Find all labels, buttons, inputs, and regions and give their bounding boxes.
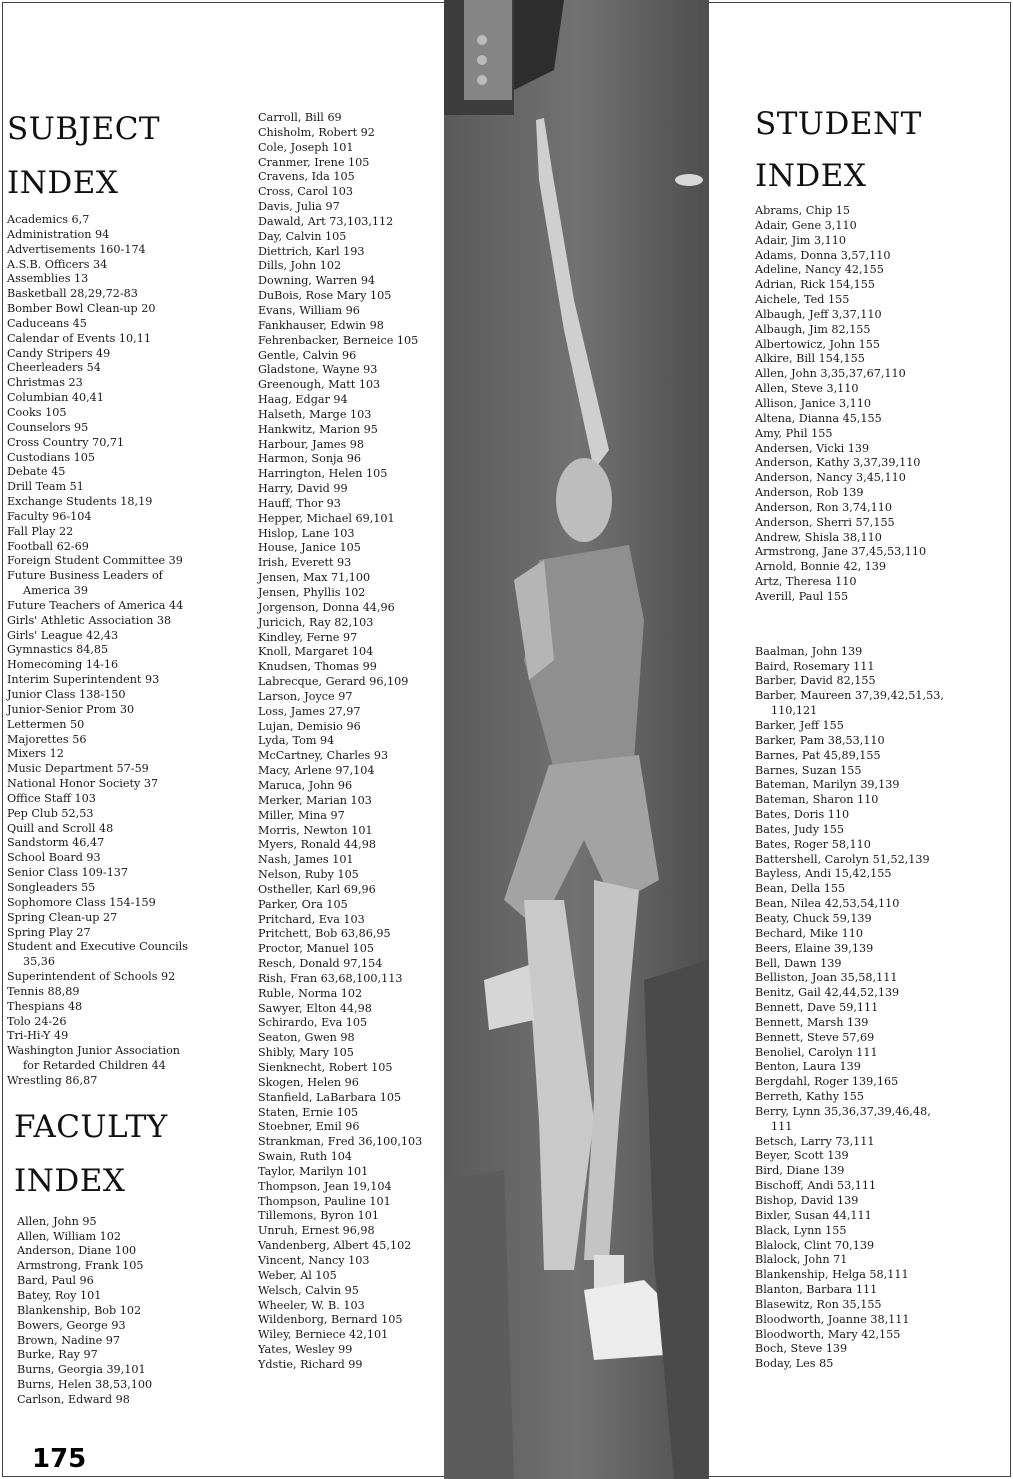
index-entry: Bean, Della 155 bbox=[755, 882, 846, 896]
index-entry: Albaugh, Jeff 3,37,110 bbox=[755, 307, 882, 321]
index-entry: Wrestling 86,87 bbox=[7, 1073, 98, 1087]
index-entry: Armstrong, Frank 105 bbox=[17, 1259, 144, 1273]
index-entry: Adair, Jim 3,110 bbox=[755, 233, 846, 247]
index-entry: Labrecque, Gerard 96,109 bbox=[258, 675, 409, 689]
index-entry: Pep Club 52,53 bbox=[7, 806, 94, 820]
index-entry: Counselors 95 bbox=[7, 420, 89, 434]
index-entry: House, Janice 105 bbox=[258, 541, 361, 555]
index-entry: Batey, Roy 101 bbox=[17, 1289, 102, 1302]
index-entry: Armstrong, Jane 37,45,53,110 bbox=[755, 545, 927, 559]
index-entry: Resch, Donald 97,154 bbox=[258, 957, 383, 971]
faculty-index-title-line1: FACULTY bbox=[14, 1108, 168, 1145]
index-entry: Strankman, Fred 36,100,103 bbox=[258, 1135, 423, 1149]
index-entry: Bayless, Andi 15,42,155 bbox=[755, 867, 892, 881]
index-entry: Bell, Dawn 139 bbox=[755, 956, 842, 970]
index-entry: Cranmer, Irene 105 bbox=[258, 155, 370, 169]
student-index-title-line2: INDEX bbox=[755, 158, 867, 194]
index-entry: Junior-Senior Prom 30 bbox=[7, 702, 135, 716]
index-entry: Welsch, Calvin 95 bbox=[258, 1283, 359, 1297]
index-entry: Junior Class 138-150 bbox=[7, 688, 126, 701]
index-entry: Ruble, Norma 102 bbox=[258, 986, 363, 1000]
index-entry: Baalman, John 139 bbox=[755, 644, 863, 658]
index-entry: Hauff, Thor 93 bbox=[258, 496, 341, 510]
index-entry: Jorgenson, Donna 44,96 bbox=[258, 600, 395, 614]
index-entry: Quill and Scroll 48 bbox=[7, 821, 114, 835]
index-entry: Gladstone, Wayne 93 bbox=[258, 363, 378, 377]
index-entry: Diettrich, Karl 193 bbox=[258, 244, 365, 258]
index-entry: A.S.B. Officers 34 bbox=[7, 257, 108, 271]
index-entry: Thespians 48 bbox=[7, 999, 83, 1013]
faculty-index-continued-column bbox=[258, 111, 422, 1373]
index-entry: National Honor Society 37 bbox=[7, 777, 159, 791]
index-entry: Debate 45 bbox=[7, 465, 66, 479]
index-entry: Adrian, Rick 154,155 bbox=[755, 278, 876, 292]
index-entry: Office Staff 103 bbox=[7, 791, 96, 805]
index-entry: Benitz, Gail 42,44,52,139 bbox=[755, 986, 900, 1000]
index-entry: Ostheller, Karl 69,96 bbox=[258, 882, 376, 896]
index-entry: Allen, John 3,35,37,67,110 bbox=[755, 367, 906, 381]
index-entry: Greenough, Matt 103 bbox=[258, 378, 381, 392]
index-entry: Anderson, Ron 3,74,110 bbox=[755, 500, 892, 514]
index-entry: Foreign Student Committee 39 bbox=[7, 554, 183, 568]
index-entry: Allen, Steve 3,110 bbox=[755, 382, 859, 396]
index-entry: Beaty, Chuck 59,139 bbox=[755, 911, 872, 925]
index-entry: Morris, Newton 101 bbox=[258, 823, 373, 837]
index-entry: Caduceans 45 bbox=[7, 316, 87, 330]
index-entry: Hepper, Michael 69,101 bbox=[258, 511, 395, 525]
index-entry: Bomber Bowl Clean-up 20 bbox=[7, 302, 156, 316]
index-entry: Adeline, Nancy 42,155 bbox=[755, 263, 884, 277]
index-entry: Future Business Leaders of bbox=[7, 569, 163, 583]
index-entry: Bates, Doris 110 bbox=[755, 808, 850, 822]
index-entry: Loss, James 27,97 bbox=[258, 704, 361, 718]
index-entry: Halseth, Marge 103 bbox=[258, 407, 372, 421]
faculty-index-list-part1 bbox=[7, 1215, 188, 1408]
index-entry: Haag, Edgar 94 bbox=[258, 393, 348, 407]
index-entry: Schirardo, Eva 105 bbox=[258, 1016, 368, 1030]
index-entry: Myers, Ronald 44,98 bbox=[258, 838, 376, 852]
index-entry: Football 62-69 bbox=[7, 539, 89, 553]
index-entry: Andersen, Vicki 139 bbox=[755, 441, 870, 455]
index-entry: Burns, Georgia 39,101 bbox=[17, 1363, 146, 1377]
index-entry: Barnes, Suzan 155 bbox=[755, 763, 862, 777]
index-entry: Larson, Joyce 97 bbox=[258, 689, 353, 703]
index-entry: Spring Clean-up 27 bbox=[7, 910, 118, 924]
index-entry: Benton, Laura 139 bbox=[755, 1060, 861, 1074]
index-entry: Rish, Fran 63,68,100,113 bbox=[258, 971, 403, 985]
student-index-column bbox=[755, 100, 944, 1372]
index-entry: Jensen, Max 71,100 bbox=[258, 571, 371, 585]
index-entry: Arnold, Bonnie 42, 139 bbox=[755, 560, 887, 574]
index-entry: 35,36 bbox=[23, 955, 56, 969]
index-entry: Bateman, Marilyn 39,139 bbox=[755, 778, 900, 792]
index-entry: Gymnastics 84,85 bbox=[7, 643, 109, 657]
index-entry: Cole, Joseph 101 bbox=[258, 140, 354, 154]
index-entry: Unruh, Ernest 96,98 bbox=[258, 1224, 375, 1238]
index-entry: Bates, Roger 58,110 bbox=[755, 837, 871, 851]
index-entry: Day, Calvin 105 bbox=[258, 229, 347, 243]
index-entry: Jensen, Phyllis 102 bbox=[258, 586, 366, 599]
index-entry: Amy, Phil 155 bbox=[755, 426, 833, 440]
index-entry: Proctor, Manuel 105 bbox=[258, 942, 374, 956]
letter-gap bbox=[755, 605, 944, 645]
index-entry: Albaugh, Jim 82,155 bbox=[755, 322, 871, 336]
index-entry: Advertisements 160-174 bbox=[7, 242, 146, 256]
index-entry: Albertowicz, John 155 bbox=[755, 337, 880, 351]
index-entry: Exchange Students 18,19 bbox=[7, 495, 153, 509]
index-entry: Bateman, Sharon 110 bbox=[755, 793, 879, 807]
index-entry: Adams, Donna 3,57,110 bbox=[755, 248, 891, 262]
index-entry: Alkire, Bill 154,155 bbox=[755, 352, 865, 366]
index-entry: Burns, Helen 38,53,100 bbox=[17, 1378, 153, 1392]
index-entry: Betsch, Larry 73,111 bbox=[755, 1134, 875, 1148]
index-entry: Girls' Athletic Association 38 bbox=[7, 613, 172, 627]
index-entry: Fankhauser, Edwin 98 bbox=[258, 318, 384, 332]
index-entry: Vandenberg, Albert 45,102 bbox=[258, 1239, 412, 1253]
index-entry: Anderson, Sherri 57,155 bbox=[755, 515, 895, 529]
index-entry: Anderson, Kathy 3,37,39,110 bbox=[755, 456, 921, 470]
index-entry: Barker, Pam 38,53,110 bbox=[755, 733, 885, 747]
index-entry: Bennett, Steve 57,69 bbox=[755, 1030, 875, 1044]
index-entry: Chisholm, Robert 92 bbox=[258, 125, 375, 139]
index-entry: Aichele, Ted 155 bbox=[755, 293, 850, 307]
index-entry: Benoliel, Carolyn 111 bbox=[755, 1045, 878, 1059]
index-entry: Lyda, Tom 94 bbox=[258, 734, 335, 748]
index-entry: America 39 bbox=[23, 584, 88, 598]
index-entry: Evans, William 96 bbox=[258, 303, 360, 317]
index-entry: Fehrenbacker, Berneice 105 bbox=[258, 333, 419, 347]
index-entry: Swain, Ruth 104 bbox=[258, 1150, 353, 1164]
index-entry: Cheerleaders 54 bbox=[7, 361, 101, 375]
index-entry: Blankenship, Bob 102 bbox=[17, 1303, 142, 1317]
index-entry: Sandstorm 46,47 bbox=[7, 836, 105, 850]
index-entry: Drill Team 51 bbox=[7, 480, 84, 494]
index-entry: Nelson, Ruby 105 bbox=[258, 868, 359, 882]
index-entry: Bloodworth, Mary 42,155 bbox=[755, 1327, 901, 1341]
index-entry: Abrams, Chip 15 bbox=[755, 204, 851, 217]
index-entry: Cooks 105 bbox=[7, 405, 67, 419]
index-entry: Basketball 28,29,72-83 bbox=[7, 287, 138, 301]
index-entry: Sienknecht, Robert 105 bbox=[258, 1061, 393, 1074]
index-entry: Christmas 23 bbox=[7, 376, 83, 390]
index-entry: Miller, Mina 97 bbox=[258, 808, 345, 822]
index-entry: Bloodworth, Joanne 38,111 bbox=[755, 1312, 910, 1326]
index-entry: Dills, John 102 bbox=[258, 259, 342, 273]
faculty-index-title-line2: INDEX bbox=[14, 1162, 126, 1199]
subject-index-column bbox=[7, 105, 188, 1408]
index-entry: Columbian 40,41 bbox=[7, 391, 104, 405]
subject-index-title-line1: SUBJECT bbox=[7, 111, 161, 147]
index-entry: Barnes, Pat 45,89,155 bbox=[755, 748, 881, 762]
subject-index-title-line2: INDEX bbox=[7, 165, 119, 201]
index-entry: Bishop, David 139 bbox=[755, 1194, 859, 1207]
index-entry: Songleaders 55 bbox=[7, 880, 96, 894]
index-entry: Boday, Les 85 bbox=[755, 1357, 834, 1371]
index-entry: Baird, Rosemary 111 bbox=[755, 659, 875, 673]
index-entry: Thompson, Pauline 101 bbox=[258, 1194, 391, 1208]
index-entry: McCartney, Charles 93 bbox=[258, 749, 389, 763]
index-entry: Candy Stripers 49 bbox=[7, 346, 111, 360]
index-entry: Blankenship, Helga 58,111 bbox=[755, 1268, 909, 1282]
index-entry: Cross, Carol 103 bbox=[258, 185, 354, 199]
index-entry: Tennis 88,89 bbox=[7, 984, 80, 998]
index-entry: Bird, Diane 139 bbox=[755, 1164, 845, 1178]
index-entry: Harmon, Sonja 96 bbox=[258, 452, 361, 466]
student-index-list-a bbox=[755, 204, 944, 605]
index-entry: Berreth, Kathy 155 bbox=[755, 1090, 864, 1104]
index-entry: Carlson, Edward 98 bbox=[17, 1392, 130, 1406]
index-entry: Wheeler, W. B. 103 bbox=[258, 1298, 365, 1312]
index-entry: Mixers 12 bbox=[7, 747, 64, 761]
index-entry: Blalock, Clint 70,139 bbox=[755, 1238, 875, 1252]
index-entry: Stanfield, LaBarbara 105 bbox=[258, 1090, 402, 1104]
index-entry: Knudsen, Thomas 99 bbox=[258, 660, 377, 674]
basketball-player-photo bbox=[444, 0, 709, 1479]
index-entry: Girls' League 42,43 bbox=[7, 628, 119, 642]
index-entry: Battershell, Carolyn 51,52,139 bbox=[755, 852, 930, 866]
index-entry: Adair, Gene 3,110 bbox=[755, 218, 857, 232]
index-entry: Averill, Paul 155 bbox=[755, 589, 849, 603]
index-entry: Dawald, Art 73,103,112 bbox=[258, 214, 394, 228]
index-entry: Administration 94 bbox=[7, 227, 110, 241]
index-entry: Andrew, Shisla 38,110 bbox=[755, 530, 882, 544]
index-entry: Thompson, Jean 19,104 bbox=[258, 1179, 392, 1193]
index-entry: Interim Superintendent 93 bbox=[7, 673, 160, 687]
index-entry: Lettermen 50 bbox=[7, 717, 85, 731]
index-entry: Barber, David 82,155 bbox=[755, 674, 876, 688]
index-entry: Bowers, George 93 bbox=[17, 1318, 126, 1332]
index-entry: Blalock, John 71 bbox=[755, 1253, 848, 1267]
index-entry: Stoebner, Emil 96 bbox=[258, 1120, 360, 1134]
index-entry: 111 bbox=[771, 1119, 793, 1133]
index-entry: Macy, Arlene 97,104 bbox=[258, 764, 375, 778]
index-entry: Wildenborg, Bernard 105 bbox=[258, 1313, 403, 1327]
index-entry: Beers, Elaine 39,139 bbox=[755, 941, 874, 955]
index-entry: Allen, William 102 bbox=[17, 1229, 121, 1243]
index-entry: Parker, Ora 105 bbox=[258, 897, 348, 911]
index-entry: Boch, Steve 139 bbox=[755, 1342, 848, 1356]
index-entry: Tolo 24-26 bbox=[7, 1014, 67, 1028]
index-entry: Davis, Julia 97 bbox=[258, 200, 340, 214]
index-entry: Maruca, John 96 bbox=[258, 778, 353, 792]
index-entry: Calendar of Events 10,11 bbox=[7, 331, 151, 345]
index-entry: Merker, Marian 103 bbox=[258, 793, 372, 807]
index-entry: Faculty 96-104 bbox=[7, 509, 92, 523]
index-entry: Juricich, Ray 82,103 bbox=[258, 615, 374, 629]
index-entry: Wiley, Berniece 42,101 bbox=[258, 1328, 389, 1342]
index-entry: Knoll, Margaret 104 bbox=[258, 645, 374, 659]
page-number: 175 bbox=[32, 1444, 87, 1474]
index-entry: Kindley, Ferne 97 bbox=[258, 630, 358, 644]
index-entry: 110,121 bbox=[771, 704, 818, 718]
index-entry: Custodians 105 bbox=[7, 450, 96, 464]
index-entry: Homecoming 14-16 bbox=[7, 658, 119, 672]
index-entry: Shibly, Mary 105 bbox=[258, 1046, 354, 1060]
index-entry: Academics 6,7 bbox=[7, 213, 90, 226]
index-entry: Nash, James 101 bbox=[258, 853, 354, 867]
index-entry: Yates, Wesley 99 bbox=[258, 1343, 353, 1357]
index-entry: Ydstie, Richard 99 bbox=[258, 1357, 363, 1371]
index-entry: Anderson, Nancy 3,45,110 bbox=[755, 471, 906, 485]
index-entry: Vincent, Nancy 103 bbox=[258, 1253, 370, 1267]
index-entry: Bates, Judy 155 bbox=[755, 822, 844, 836]
index-entry: Hankwitz, Marion 95 bbox=[258, 422, 378, 436]
index-entry: Music Department 57-59 bbox=[7, 762, 149, 776]
index-entry: Pritchard, Eva 103 bbox=[258, 912, 365, 926]
index-entry: Bennett, Marsh 139 bbox=[755, 1015, 869, 1029]
index-entry: Bard, Paul 96 bbox=[17, 1274, 94, 1288]
index-entry: Bixler, Susan 44,111 bbox=[755, 1208, 872, 1222]
index-entry: Sophomore Class 154-159 bbox=[7, 895, 156, 909]
index-entry: Weber, Al 105 bbox=[258, 1268, 337, 1282]
index-entry: Bergdahl, Roger 139,165 bbox=[755, 1075, 899, 1089]
index-entry: Pritchett, Bob 63,86,95 bbox=[258, 927, 391, 941]
index-entry: Washington Junior Association bbox=[7, 1044, 181, 1058]
index-entry: Gentle, Calvin 96 bbox=[258, 348, 357, 362]
index-entry: Tri-Hi-Y 49 bbox=[7, 1029, 69, 1043]
index-entry: Cravens, Ida 105 bbox=[258, 170, 355, 184]
index-entry: Carroll, Bill 69 bbox=[258, 111, 342, 124]
index-entry: Berry, Lynn 35,36,37,39,46,48, bbox=[755, 1104, 931, 1118]
index-entry: Allen, John 95 bbox=[17, 1214, 97, 1228]
index-entry: Student and Executive Councils bbox=[7, 940, 189, 954]
index-entry: Barker, Jeff 155 bbox=[755, 719, 844, 732]
index-entry: Burke, Ray 97 bbox=[17, 1348, 98, 1362]
index-entry: Taylor, Marilyn 101 bbox=[258, 1164, 369, 1178]
index-entry: Harrington, Helen 105 bbox=[258, 467, 388, 481]
index-entry: Assemblies 13 bbox=[7, 272, 89, 286]
student-index-title-line1: STUDENT bbox=[755, 106, 922, 142]
index-entry: Majorettes 56 bbox=[7, 732, 87, 746]
index-entry: Artz, Theresa 110 bbox=[755, 575, 857, 589]
index-entry: Seaton, Gwen 98 bbox=[258, 1031, 355, 1045]
index-entry: Altena, Dianna 45,155 bbox=[755, 411, 882, 425]
index-entry: Senior Class 109-137 bbox=[7, 866, 129, 880]
index-entry: Beyer, Scott 139 bbox=[755, 1149, 849, 1163]
index-entry: School Board 93 bbox=[7, 851, 101, 865]
index-entry: for Retarded Children 44 bbox=[23, 1059, 166, 1073]
index-entry: Lujan, Demisio 96 bbox=[258, 719, 361, 733]
index-entry: Tillemons, Byron 101 bbox=[258, 1209, 379, 1223]
index-entry: Cross Country 70,71 bbox=[7, 435, 125, 449]
index-entry: Harbour, James 98 bbox=[258, 437, 365, 451]
index-entry: DuBois, Rose Mary 105 bbox=[258, 289, 392, 303]
index-entry: Staten, Ernie 105 bbox=[258, 1105, 359, 1119]
student-index-list-b bbox=[755, 645, 944, 1372]
index-entry: Bischoff, Andi 53,111 bbox=[755, 1179, 877, 1193]
index-entry: Future Teachers of America 44 bbox=[7, 598, 184, 612]
index-entry: Brown, Nadine 97 bbox=[17, 1333, 121, 1347]
basketball-photo-illustration bbox=[444, 0, 709, 1479]
index-entry: Anderson, Rob 139 bbox=[755, 486, 864, 500]
index-entry: Allison, Janice 3,110 bbox=[755, 396, 872, 410]
index-entry: Blasewitz, Ron 35,155 bbox=[755, 1297, 882, 1311]
index-entry: Bean, Nilea 42,53,54,110 bbox=[755, 897, 900, 911]
index-entry: Harry, David 99 bbox=[258, 482, 348, 496]
index-entry: Blanton, Barbara 111 bbox=[755, 1283, 878, 1297]
index-entry: Spring Play 27 bbox=[7, 925, 91, 939]
index-entry: Belliston, Joan 35,58,111 bbox=[755, 971, 898, 985]
index-entry: Sawyer, Elton 44,98 bbox=[258, 1001, 372, 1015]
index-entry: Downing, Warren 94 bbox=[258, 274, 376, 288]
index-entry: Superintendent of Schools 92 bbox=[7, 970, 176, 984]
subject-index-list bbox=[7, 213, 188, 1089]
index-entry: Anderson, Diane 100 bbox=[17, 1244, 137, 1258]
index-entry: Fall Play 22 bbox=[7, 524, 74, 538]
index-entry: Bechard, Mike 110 bbox=[755, 926, 863, 940]
index-entry: Hislop, Lane 103 bbox=[258, 526, 355, 540]
index-entry: Bennett, Dave 59,111 bbox=[755, 1001, 879, 1015]
index-entry: Barber, Maureen 37,39,42,51,53, bbox=[755, 689, 944, 703]
index-entry: Skogen, Helen 96 bbox=[258, 1075, 359, 1089]
index-entry: Irish, Everett 93 bbox=[258, 556, 352, 570]
index-entry: Black, Lynn 155 bbox=[755, 1223, 847, 1237]
